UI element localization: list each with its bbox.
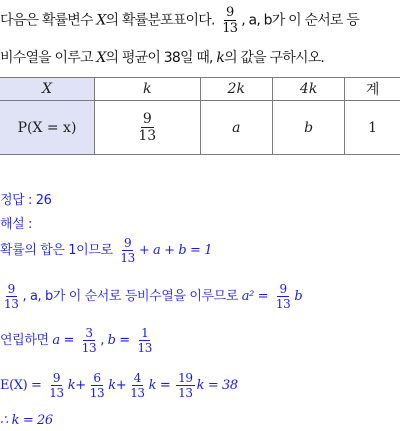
fraction-9-13-table: $\frac{9}{13}$ bbox=[138, 111, 157, 144]
fraction-geo-2: $\frac{9}{13}$ bbox=[275, 282, 291, 311]
cell-prob-a: a bbox=[200, 101, 272, 155]
sum-text: 확률의 합은 1이므로 bbox=[0, 243, 113, 258]
header-cell-k: k bbox=[95, 78, 201, 101]
expectation-equation: E(X) = $\frac{9}{13}$ k+ $\frac{6}{13}$ k+ $\frac{4}{13}$ k = $\frac{19}{13}$ k = 38 bbox=[0, 371, 238, 400]
solve-equation: 연립하면 a = $\frac{3}{13}$ , b = $\frac{1}{13}$ bbox=[0, 326, 153, 355]
table-prob-row bbox=[0, 101, 400, 155]
fraction-a: $\frac{3}{13}$ bbox=[81, 326, 97, 355]
sum-tail: + a + b = 1 bbox=[138, 243, 213, 258]
geometric-equation bbox=[0, 283, 302, 310]
cell-prob-total: 1 bbox=[345, 101, 400, 155]
fraction-e1: $\frac{9}{13}$ bbox=[49, 371, 64, 400]
header-cell-x: X bbox=[0, 78, 95, 101]
table-header-row bbox=[0, 78, 400, 101]
cell-prob-k bbox=[95, 101, 201, 155]
problem-text-1b: 의 확률분포표이다. bbox=[105, 12, 215, 29]
answer-line: 정답 : 26 bbox=[0, 193, 52, 208]
geo-text: , a, b가 이 순서로 등비수열을 이루므로 bbox=[22, 289, 238, 304]
var-x-2: X bbox=[96, 50, 106, 66]
distribution-table bbox=[0, 77, 400, 155]
problem-text-2c: 의 값을 구하시오. bbox=[224, 50, 325, 66]
fraction-sum: $\frac{9}{13}$ bbox=[120, 236, 135, 265]
e-lhs: E(X) = bbox=[0, 378, 42, 393]
fraction-9-13: $\frac{9}{13}$ bbox=[222, 5, 238, 36]
problem-text-2a: 비수열을 이루고 bbox=[0, 50, 93, 66]
var-x: X bbox=[96, 12, 106, 29]
cell-prob-b: b bbox=[272, 101, 344, 155]
fraction-e2: $\frac{6}{13}$ bbox=[89, 371, 105, 400]
var-k: k bbox=[216, 50, 225, 66]
problem-line-1 bbox=[0, 6, 359, 35]
solve-text: 연립하면 bbox=[0, 333, 49, 348]
final-answer: ∴ k = 26 bbox=[0, 413, 53, 428]
sum-equation bbox=[0, 237, 212, 264]
problem-line-2 bbox=[0, 47, 324, 67]
row-label-prob: P(X = x) bbox=[0, 101, 95, 155]
header-cell-4k: 4k bbox=[272, 78, 344, 101]
fraction-geo: $\frac{9}{13}$ bbox=[4, 282, 19, 311]
fraction-e3: $\frac{4}{13}$ bbox=[130, 371, 145, 400]
geo-tail: b bbox=[294, 289, 303, 304]
header-cell-total: 계 bbox=[345, 78, 400, 101]
e-rhs: k = 38 bbox=[196, 378, 238, 393]
geo-lhs: a² = bbox=[241, 289, 269, 304]
problem-text-2b: 의 평균이 38일 때, bbox=[105, 50, 213, 66]
problem-text-1a: 다음은 확률변수 bbox=[0, 12, 93, 29]
fraction-b: $\frac{1}{13}$ bbox=[137, 326, 153, 355]
fraction-e4: $\frac{19}{13}$ bbox=[178, 371, 193, 400]
header-cell-2k: 2k bbox=[200, 78, 272, 101]
explanation-label: 해설 : bbox=[0, 217, 33, 232]
problem-text-1c: , a, b가 이 순서로 등 bbox=[241, 12, 360, 29]
